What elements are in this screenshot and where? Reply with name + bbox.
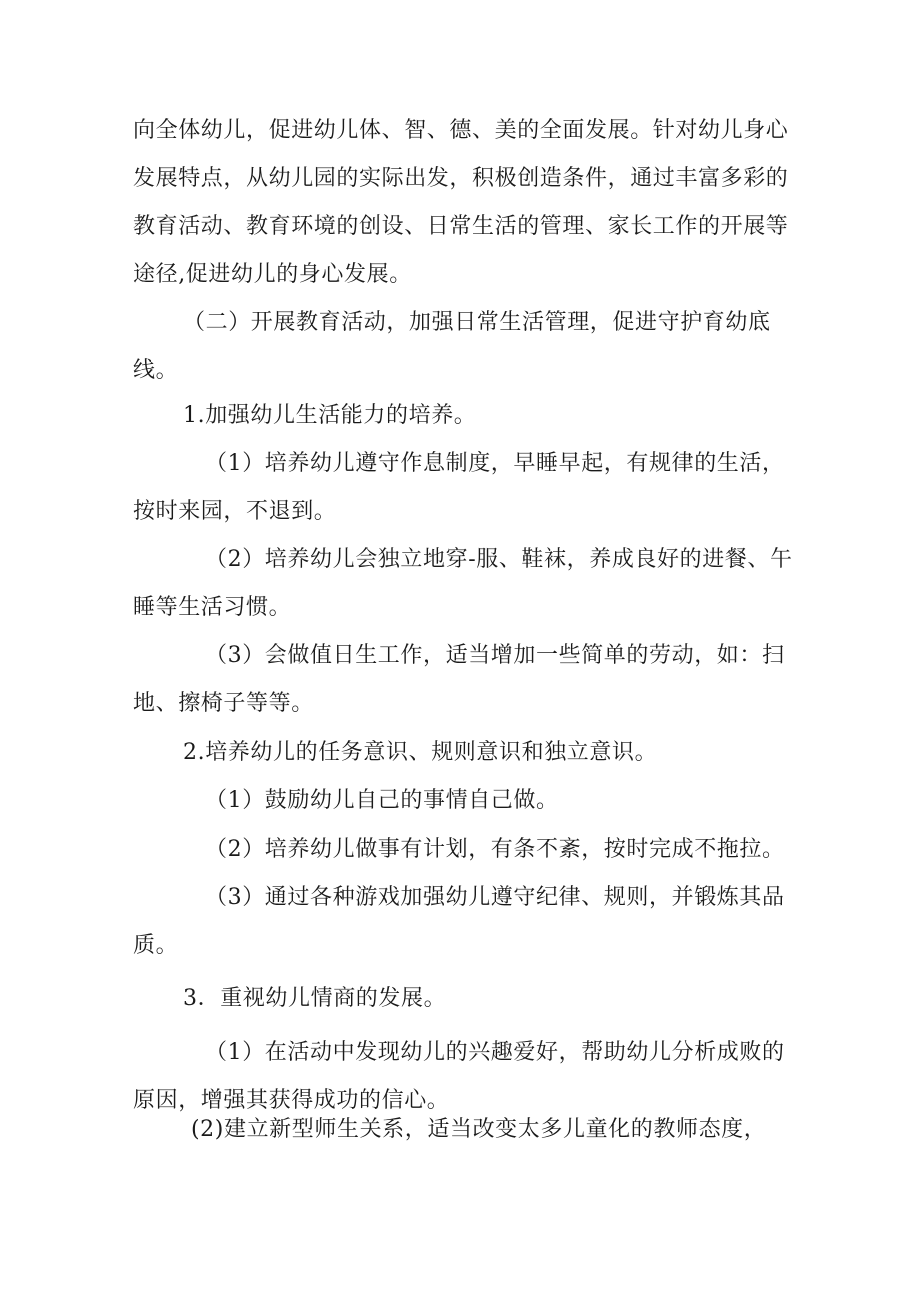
sub-item-2-3: （3）通过各种游戏加强幼儿遵守纪律、规则，并锻炼其品质。 — [133, 885, 785, 958]
item-heading-1: 1.加强幼儿生活能力的培养。 — [183, 403, 477, 428]
sub-item-2-1: （1）鼓励幼儿自己的事情自己做。 — [205, 788, 559, 813]
item-heading-2: 2.培养幼儿的任务意识、规则意识和独立意识。 — [183, 740, 658, 765]
sub-item-1-1: （1）培养幼儿遵守作息制度，早睡早起，有规律的生活，按时来园，不退到。 — [133, 451, 785, 524]
sub-item-3-1: （1）在活动中发现幼儿的兴趣爱好，帮助幼儿分析成败的原因，增强其获得成功的信心。 — [133, 1040, 785, 1113]
sub-item-3-2: (2)建立新型师生关系，适当改变太多儿童化的教师态度， — [191, 1117, 767, 1142]
section-heading-2: （二）开展教育活动，加强日常生活管理，促进守护育幼底线。 — [133, 310, 771, 383]
paragraph-intro: 向全体幼儿，促进幼儿体、智、德、美的全面发展。针对幼儿身心发展特点，从幼儿园的实际出发，积极创造条件，通过丰富多彩的教育活动、教育环境的创设、日常生活的管理、家长工作的开展等途径,促进幼儿的身心发展。 — [133, 118, 789, 287]
item-heading-3: 3．重视幼儿情商的发展。 — [183, 986, 447, 1011]
sub-item-1-3: （3）会做值日生工作，适当增加一些简单的劳动，如：扫地、擦椅子等等。 — [133, 643, 785, 716]
sub-item-2-2: （2）培养幼儿做事有计划，有条不紊，按时完成不拖拉。 — [205, 837, 785, 862]
sub-item-1-2: （2）培养幼儿会独立地穿-服、鞋袜，养成良好的进餐、午睡等生活习惯。 — [133, 547, 793, 620]
